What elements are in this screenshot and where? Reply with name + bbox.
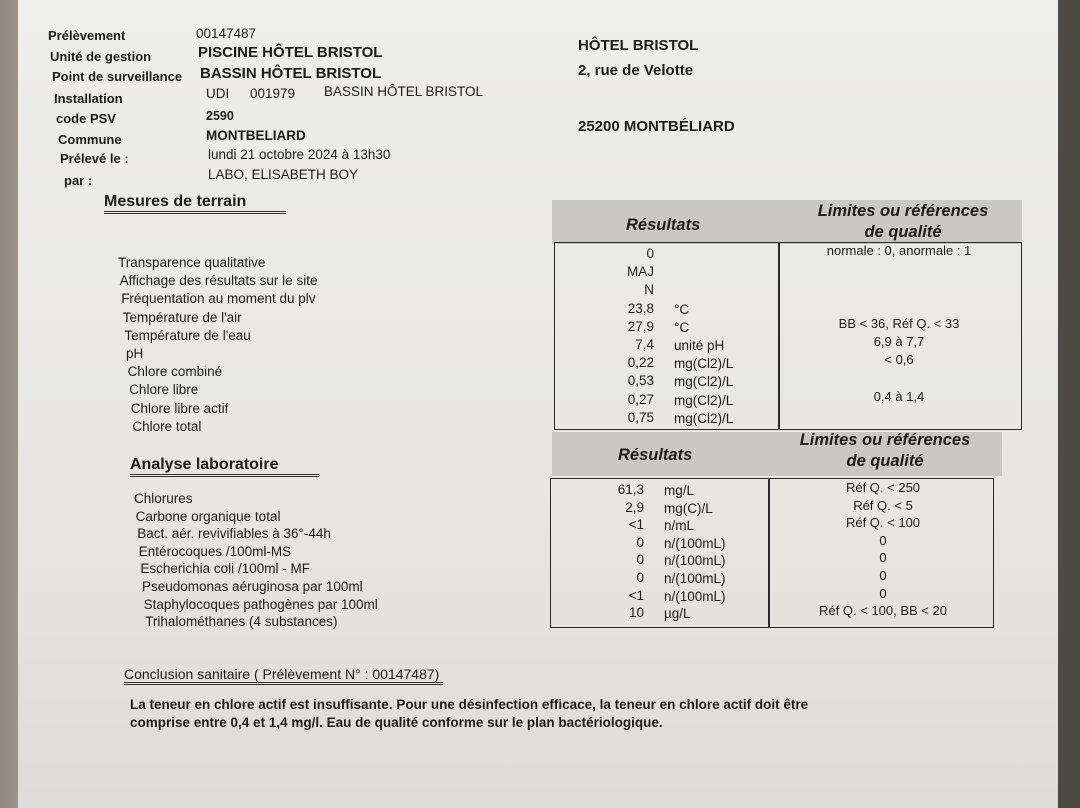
labo-row-name: Pseudomonas aéruginosa par 100ml [142, 579, 363, 594]
value-psv: 2590 [206, 109, 234, 123]
labo-row-value: <1 [628, 517, 644, 533]
terrain-row-value: 0 [646, 246, 654, 261]
labo-row-limit: Réf Q. < 100, BB < 20 [819, 603, 947, 619]
labo-row-value: 0 [636, 534, 644, 550]
conclusion-line-1: La teneur en chlore actif est insuffisante. Pour une désinfection efficace, la teneur en chlore actif doit être [130, 697, 809, 712]
labo-row-value: 0 [636, 570, 644, 585]
terrain-col-limits-1: Limites ou références [817, 202, 989, 220]
labo-title: Analyse laboratoire [130, 456, 319, 477]
terrain-row-value: 7,4 [635, 337, 654, 352]
terrain-row-name: Transparence qualitative [118, 255, 266, 270]
labo-col-limits-1: Limites ou références [799, 431, 971, 449]
labo-col-limits-2: de qualité [846, 452, 924, 470]
labo-row-unit: n/(100mL) [664, 571, 726, 586]
labo-row-unit: mg/L [664, 483, 695, 498]
labo-row-limit: Réf Q. < 100 [845, 515, 921, 531]
terrain-row-value: 0,27 [627, 391, 654, 407]
labo-row-value: 0 [636, 552, 644, 568]
value-installation-code: 001979 [250, 86, 296, 101]
terrain-row-value: 27,9 [627, 318, 654, 334]
terrain-row-limit: normale : 0, anormale : 1 [826, 243, 972, 258]
terrain-row-name: Chlore libre [129, 382, 199, 398]
label-installation: Installation [54, 91, 123, 106]
labo-col-results: Résultats [618, 446, 693, 464]
labo-row-limit: 0 [879, 532, 887, 548]
labo-row-limit: 0 [879, 568, 887, 583]
labo-row-value: 2,9 [625, 499, 644, 515]
value-prelevement: 00147487 [196, 26, 257, 41]
labo-row-limit: Réf Q. < 250 [845, 480, 921, 495]
terrain-row-name: Affichage des résultats sur le site [119, 273, 318, 289]
labo-row-unit: µg/L [664, 606, 691, 622]
terrain-row-value: 0,75 [627, 409, 654, 425]
terrain-row-unit: mg(Cl2)/L [674, 356, 734, 372]
label-commune: Commune [58, 132, 122, 147]
labo-row-name: Carbone organique total [135, 508, 281, 524]
labo-row-unit: n/(100mL) [664, 588, 726, 604]
terrain-col-results: Résultats [626, 216, 701, 234]
label-unite: Unité de gestion [50, 49, 152, 64]
terrain-row-value: 0,22 [627, 355, 654, 371]
labo-row-unit: n/(100mL) [664, 553, 726, 569]
labo-row-unit: mg(C)/L [664, 500, 713, 516]
terrain-col-limits-2: de qualité [864, 223, 942, 241]
terrain-title: Mesures de terrain [104, 193, 286, 214]
labo-row-name: Bact. aér. revivifiables à 36°-44h [137, 526, 331, 542]
terrain-row-unit: mg(Cl2)/L [674, 374, 734, 390]
terrain-row-name: Température de l'air [122, 309, 242, 325]
terrain-table-divider [778, 242, 780, 430]
terrain-row-limit: 0,4 à 1,4 [873, 388, 925, 404]
terrain-row-value: N [644, 282, 654, 298]
terrain-row-name: pH [126, 346, 144, 361]
label-psv: code PSV [56, 111, 116, 126]
labo-row-unit: n/mL [664, 518, 695, 534]
terrain-row-limit: 6,9 à 7,7 [873, 334, 925, 349]
label-preleve: Prélevé le : [60, 151, 129, 166]
terrain-row-unit: mg(Cl2)/L [674, 410, 734, 426]
labo-row-name: Entérocoques /100ml-MS [138, 543, 292, 559]
terrain-row-unit: unité pH [674, 338, 725, 353]
terrain-row-name: Fréquentation au moment du plv [121, 291, 316, 307]
value-preleve: lundi 21 octobre 2024 à 13h30 [208, 147, 391, 162]
terrain-row-limit: BB < 36, Réf Q. < 33 [838, 315, 960, 331]
labo-row-name: Chlorures [134, 491, 193, 506]
terrain-row-unit: °C [674, 319, 690, 335]
label-point: Point de surveillance [52, 69, 183, 84]
labo-row-value: <1 [628, 587, 644, 603]
value-installation-name: BASSIN HÔTEL BRISTOL [324, 84, 484, 99]
labo-row-value: 61,3 [617, 482, 644, 497]
labo-row-name: Staphylocoques pathogènes par 100ml [143, 596, 378, 612]
terrain-row-value: MAJ [627, 264, 654, 280]
terrain-row-limit: < 0,6 [884, 352, 914, 368]
address-street: 2, rue de Velotte [578, 62, 694, 79]
label-par: par : [64, 173, 93, 188]
report-sheet [18, 0, 1058, 808]
terrain-row-unit: mg(Cl2)/L [674, 392, 734, 408]
value-par: LABO, ELISABETH BOY [208, 167, 359, 182]
terrain-row-value: 23,8 [627, 300, 654, 316]
terrain-row-name: Température de l'eau [124, 327, 251, 343]
labo-row-limit: Réf Q. < 5 [853, 497, 913, 513]
terrain-row-name: Chlore combiné [127, 364, 223, 380]
value-commune: MONTBELIARD [206, 128, 306, 143]
labo-row-limit: 0 [879, 550, 887, 566]
value-installation-type: UDI [206, 86, 230, 101]
label-prelevement: Prélèvement [48, 28, 126, 43]
value-point: BASSIN HÔTEL BRISTOL [200, 65, 382, 82]
labo-row-name: Escherichia coli /100ml - MF [140, 561, 310, 577]
terrain-row-value: 0,53 [627, 373, 654, 389]
conclusion-line-2: comprise entre 0,4 et 1,4 mg/l. Eau de qualité conforme sur le plan bactériologique. [130, 715, 663, 730]
terrain-row-name: Chlore total [132, 418, 202, 434]
terrain-row-name: Chlore libre actif [130, 400, 229, 416]
terrain-row-unit: °C [674, 301, 690, 317]
conclusion-title: Conclusion sanitaire ( Prélèvement N° : 00147487) [124, 666, 443, 685]
address-name: HÔTEL BRISTOL [578, 37, 699, 54]
labo-row-limit: 0 [879, 585, 887, 601]
labo-row-unit: n/(100mL) [664, 535, 726, 551]
labo-row-value: 10 [628, 605, 644, 621]
address-city: 25200 MONTBÉLIARD [578, 118, 735, 135]
labo-row-name: Trihalométhanes (4 substances) [145, 614, 338, 630]
value-unite: PISCINE HÔTEL BRISTOL [198, 44, 383, 61]
